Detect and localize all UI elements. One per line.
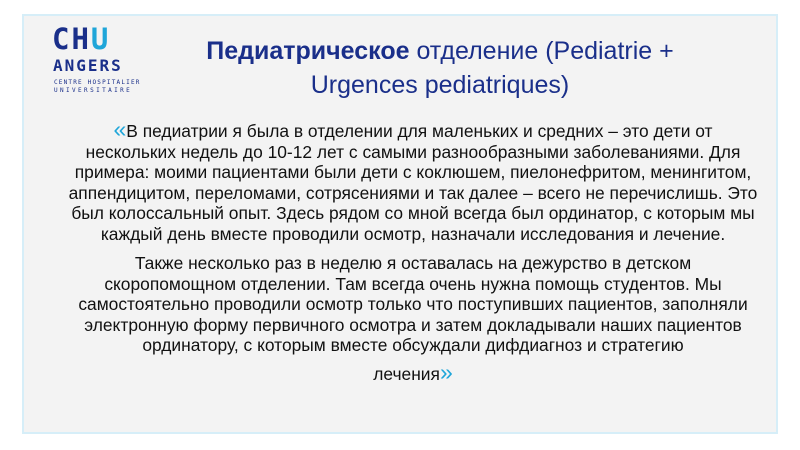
paragraph-1-text: В педиатрии я была в отделении для маленьких и средних – это дети от нескольких недель до 10-12 лет с самыми разнообразными заболеваниями. Для примера: моими пациентами были дети с коклюшем, пиелонефритом, менингитом, аппендицитом, переломами, сотрясениями и так далее – всего не перечислишь. Это был колоссальный опыт. Здесь рядом со мной всегда был ординатор, с которым мы каждый день вместе проводили осмотр, назначали исследования и лечение.	[68, 121, 758, 244]
logo-subtitle-line2: UNIVERSITAIRE	[54, 87, 133, 94]
paragraph-1	[68, 116, 758, 244]
paragraph-2-text: Также несколько раз в неделю я оставалась на дежурство в детском скоропомощном отделении. Там всегда очень нужна помощь студентов. Мы самостоятельно проводили осмотр только что поступивших пациентов, заполняли электронную форму первичного осмотра и затем докладывали наших пациентов ординатору, с которым вместе обсуждали дифдиагноз и стратегию	[78, 253, 748, 355]
logo-mark-accent: U	[90, 22, 111, 56]
chu-angers-logo	[52, 24, 142, 102]
title-line2: Urgences pediatriques)	[310, 71, 570, 99]
title-rest: отделение (Pediatrie +	[409, 37, 674, 65]
body-text	[68, 116, 758, 385]
title-bold: Педиатрическое	[206, 37, 410, 65]
logo-city: ANGERS	[53, 56, 123, 75]
paragraph-2-last-line	[68, 358, 758, 385]
logo-mark-dark: CH	[52, 22, 91, 56]
close-quote: »	[439, 358, 453, 385]
paragraph-2	[68, 253, 758, 384]
slide-title	[130, 34, 750, 102]
paragraph-2-last-word: лечения	[373, 363, 440, 384]
logo-mark	[52, 24, 110, 54]
logo-subtitle-line1: CENTRE HOSPITALIER	[54, 79, 141, 86]
open-quote: «	[113, 116, 127, 142]
